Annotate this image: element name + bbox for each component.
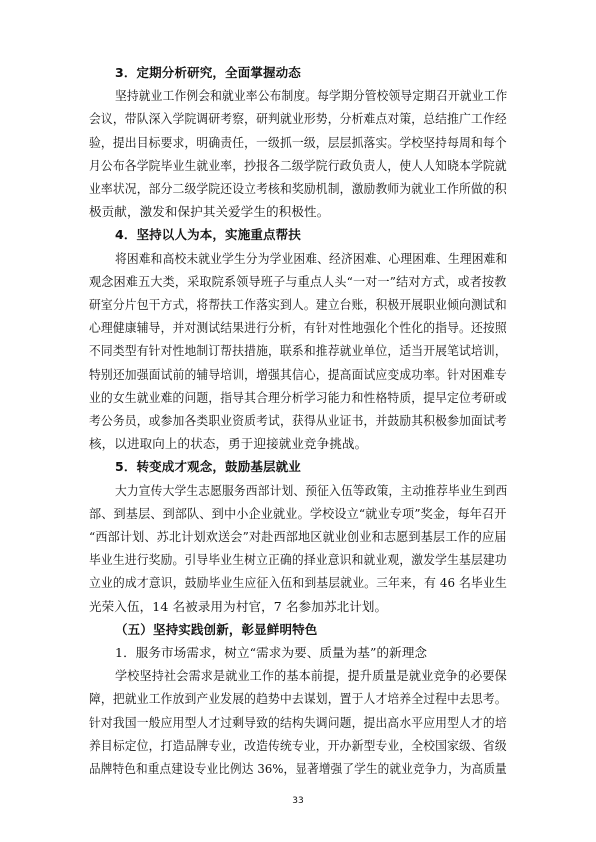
paragraph-line: 学校坚持社会需求是就业工作的基本前提，提升质量是就业竞争的必要保 xyxy=(115,668,507,684)
section-heading: 3．定期分析研究，全面掌握动态 xyxy=(115,65,301,80)
paragraph-line: 核，以进取向上的状态，勇于迎接就业竞争挑战。 xyxy=(89,436,368,452)
paragraph-line: 障，把就业工作放到产业发展的趋势中去谋划，置于人才培养全过程中去思考。 xyxy=(89,691,507,707)
paragraph-line: 将困难和高校未就业学生分为学业困难、经济困难、心理困难、生理困难和 xyxy=(115,250,508,266)
paragraph-line: 考公务员，或参加各类职业资质考试，获得从业证书，并鼓励其积极参加面试考 xyxy=(89,413,507,428)
paragraph-line: 大力宣传大学生志愿服务西部计划、预征入伍等政策，主动推荐毕业生到西 xyxy=(115,482,508,498)
paragraph-line: 不同类型有针对性地制订帮扶措施，联系和推荐就业单位，适当开展笔试培训， xyxy=(89,343,507,359)
paragraph-line: 立业的成才意识，鼓励毕业生应征入伍和到基层就业。三年来，有 46 名毕业生 xyxy=(89,575,507,591)
paragraph-line: 业的女生就业难的问题，指导其合理分析学习能力和性格特质，提早定位考研或 xyxy=(89,389,507,405)
section-heading: 4．坚持以人为本，实施重点帮扶 xyxy=(115,227,301,243)
paragraph-line: 研室分片包干方式，将帮扶工作落实到人。建立台账，积极开展职业倾向测试和 xyxy=(89,297,507,312)
paragraph-line: 月公布各学院毕业生就业率，抄报各二级学院行政负责人，使人人知晓本学院就 xyxy=(89,157,507,173)
paragraph-line: 特别还加强面试前的辅导培训，增强其信心，提高面试应变成功率。针对困难专 xyxy=(89,366,507,382)
paragraph-line: 坚持就业工作例会和就业率公布制度。每学期分管校领导定期召开就业工作 xyxy=(115,88,508,104)
paragraph-line: 心理健康辅导，并对测试结果进行分析，有针对性地强化个性化的指导。还按照 xyxy=(89,320,507,336)
paragraph-line: 会议，带队深入学院调研考察，研判就业形势，分析难点对策，总结推广工作经 xyxy=(89,111,507,127)
paragraph-line: 业率状况，部分二级学院还设立考核和奖励机制，激励教师为就业工作所做的积 xyxy=(89,181,507,196)
paragraph-line: 光荣入伍，14 名被录用为村官，7 名参加苏北计划。 xyxy=(89,598,388,614)
page-number: 33 xyxy=(292,796,304,806)
paragraph-line: “西部计划、苏北计划欢送会”对赴西部地区就业创业和志愿到基层工作的应届 xyxy=(89,529,507,544)
paragraph-line: 品牌特色和重点建设专业比例达 36%，显著增强了学生的就业竞争力，为高质量 xyxy=(89,761,507,776)
paragraph-line: 毕业生进行奖励。引导毕业生树立正确的择业意识和就业观，激发学生基层建功 xyxy=(89,552,507,568)
paragraph-line: 针对我国一般应用型人才过剩导致的结构失调问题，提出高水平应用型人才的培 xyxy=(89,714,507,730)
paragraph-line: 极贡献，激发和保护其关爱学生的积极性。 xyxy=(89,204,330,220)
section-heading: 5．转变成才观念，鼓励基层就业 xyxy=(115,459,301,475)
paragraph-line: 1．服务市场需求，树立“需求为要、质量为基”的新理念 xyxy=(115,645,428,660)
section-heading: （五）坚持实践创新，彰显鲜明特色 xyxy=(115,621,318,637)
paragraph-line: 验，提出目标要求，明确责任，一级抓一级，层层抓落实。学校坚持每周和每个 xyxy=(89,134,507,150)
paragraph-line: 部、到基层、到部队、到中小企业就业。学校设立“就业专项”奖金，每年召开 xyxy=(89,505,507,521)
paragraph-line: 养目标定位，打造品牌专业，改造传统专业，开办新型专业，全校国家级、省级 xyxy=(89,737,507,753)
paragraph-line: 观念困难五大类，采取院系领导班子与重点人头“一对一”结对方式，或者按教 xyxy=(89,273,507,289)
